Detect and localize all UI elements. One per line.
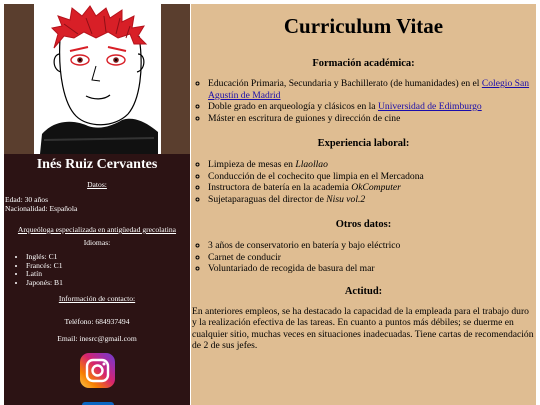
sidebar xyxy=(4,154,190,405)
left-column xyxy=(4,4,190,405)
email: Email: inesrc@gmail.com xyxy=(57,334,137,344)
item-emphasis: Nisu vol.2 xyxy=(326,193,366,205)
list-item: • Inglés: C1 xyxy=(26,253,190,262)
formacion-heading: Formación académica: xyxy=(312,58,415,69)
instagram-glyph xyxy=(80,353,115,388)
item-emphasis: Llaollao xyxy=(295,159,328,170)
instagram-icon[interactable] xyxy=(80,353,115,388)
experiencia-list xyxy=(191,159,536,205)
list-item: • Francés: C1 xyxy=(26,262,190,271)
page-title: Curriculum Vitae xyxy=(283,14,444,38)
edad: Edad: 30 años xyxy=(5,195,49,204)
item-text: Educación Primaria, Secundaria y Bachillerato (de humanidades) en el xyxy=(208,78,482,89)
list-item: • Japonés: B1 xyxy=(26,279,190,288)
list-item: ◦ Voluntariado de recogida de basura del mar xyxy=(208,263,536,275)
profile-name: Inés Ruiz Cervantes xyxy=(36,157,158,172)
item-text: Sujetaparaguas del director de xyxy=(208,193,327,205)
experiencia-heading: Experiencia laboral: xyxy=(317,138,410,149)
actitud-paragraph: En anteriores empleos, se ha destacado la capacidad de la empleada para el trabajo duro y la realización efectiva de las tareas. En cuanto a puntos más débiles; se duerme en cualquier sitio, muchas veces en situaciones inadecuadas. Tiene cartas de recomendación de 2 de sus jefes. xyxy=(192,305,534,351)
tagline-link[interactable]: Arqueóloga especializada en antigüedad grecolatina xyxy=(17,225,177,234)
item-text: Limpieza de mesas en xyxy=(208,159,296,170)
nacionalidad: Nacionalidad: Española xyxy=(5,204,78,213)
list-item: ◦ Conducción de el cochecito que limpia en el Mercadona xyxy=(208,171,536,183)
face-drawing xyxy=(34,4,161,154)
contacto-link[interactable]: Información de contacto: xyxy=(58,294,136,304)
list-item xyxy=(208,194,536,206)
list-item: ◦ Carnet de conducir xyxy=(208,252,536,264)
telefono: Teléfono: 684937494 xyxy=(64,317,130,327)
idiomas-heading: Idiomas: xyxy=(83,238,111,247)
datos-link[interactable]: Datos: xyxy=(87,180,107,189)
list-item: ◦ Máster en escritura de guiones y dirección de cine xyxy=(208,113,536,125)
item-text: Doble grado en arqueología y clásicos en la xyxy=(208,101,378,112)
list-item: ◦ 3 años de conservatorio en batería y bajo eléctrico xyxy=(208,240,536,252)
list-item xyxy=(208,101,536,113)
otros-list xyxy=(191,240,536,275)
actitud-heading: Actitud: xyxy=(344,285,383,297)
item-emphasis: OkComputer xyxy=(351,182,401,193)
formacion-list xyxy=(191,78,536,124)
list-item xyxy=(208,78,536,101)
list-item: • Latín xyxy=(26,270,190,279)
main-content xyxy=(191,4,536,405)
item-text: Instructora de batería en la academia xyxy=(208,182,352,193)
idiomas-list xyxy=(4,253,190,287)
otros-heading: Otros datos: xyxy=(335,219,392,230)
list-item xyxy=(208,182,536,194)
colegio-link[interactable]: Colegio San Agustín de Madrid xyxy=(208,78,530,101)
profile-drawing xyxy=(34,4,161,154)
list-item xyxy=(208,159,536,171)
universidad-link[interactable]: Universidad de Edimburgo xyxy=(377,101,482,112)
photo-frame xyxy=(4,4,190,154)
